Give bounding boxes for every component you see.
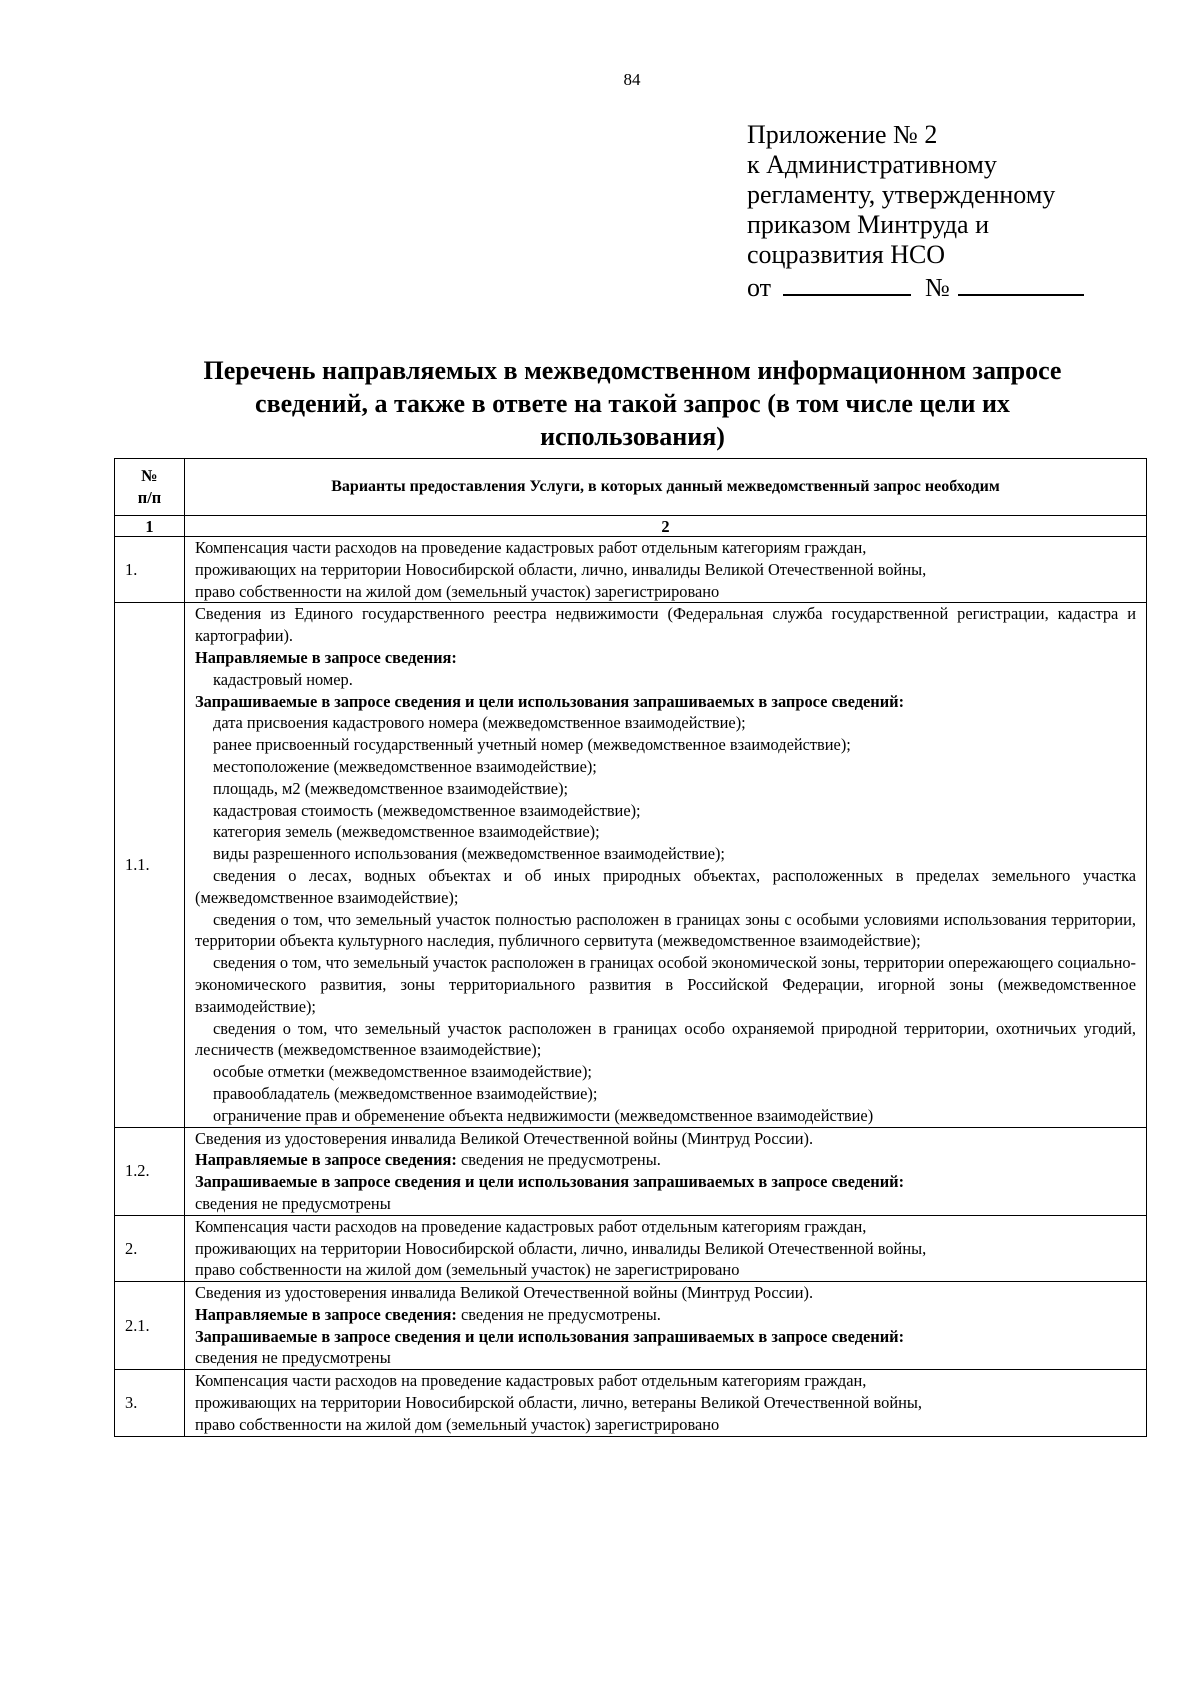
number-blank <box>958 270 1084 296</box>
requested-item: особые отметки (межведомственное взаимодействие); <box>213 1062 592 1082</box>
from-label: от <box>747 273 772 302</box>
source-text: Сведения из удостоверения инвалида Великой Отечественной войны (Минтруд России). <box>195 1283 814 1303</box>
table-row <box>115 1127 1147 1215</box>
appendix-line: Приложение № 2 <box>747 120 938 149</box>
row-content <box>185 537 1147 603</box>
requested-label: Запрашиваемые в запросе сведения и цели использования запрашиваемых в запросе сведений: <box>195 691 905 711</box>
requested-label: Запрашиваемые в запросе сведения и цели использования запрашиваемых в запросе сведений: <box>195 1172 905 1192</box>
row-number: 2.1. <box>115 1282 185 1370</box>
requested-item: сведения о том, что земельный участок полностью расположен в границах зоны с особыми условиями использования территории, территории объекта культурного наследия, публичного сервитута (межведомственное взаимодействие); <box>195 909 1136 951</box>
header-num-line: п/п <box>137 488 162 507</box>
requested-item: сведения о том, что земельный участок расположен в границах особо охраняемой природной территории, охотничьих угодий, лесничеств (межведомственное взаимодействие); <box>195 1018 1136 1060</box>
sent-value: сведения не предусмотрены. <box>460 1150 661 1170</box>
row-content <box>185 603 1147 1127</box>
row-number: 1.1. <box>115 603 185 1127</box>
table-body <box>115 537 1147 1437</box>
content-line: Компенсация части расходов на проведение кадастровых работ отдельным категориям граждан, <box>195 1371 867 1391</box>
sent-label: Направляемые в запросе сведения: <box>195 1304 457 1324</box>
sent-value: кадастровый номер. <box>213 669 353 689</box>
row-number: 3. <box>115 1370 185 1436</box>
requested-item: дата присвоения кадастрового номера (межведомственное взаимодействие); <box>213 713 746 733</box>
title-line: использования) <box>540 422 725 451</box>
document-title <box>140 354 1125 453</box>
requested-label: Запрашиваемые в запросе сведения и цели использования запрашиваемых в запросе сведений: <box>195 1326 905 1346</box>
appendix-line: регламенту, утвержденному <box>747 180 1056 209</box>
row-number: 2. <box>115 1215 185 1281</box>
requested-value: сведения не предусмотрены <box>195 1348 391 1368</box>
sent-label: Направляемые в запросе сведения: <box>195 1150 457 1170</box>
header-num-cell <box>115 459 185 516</box>
appendix-line: к Административному <box>747 150 997 179</box>
column-number: 2 <box>185 516 1147 537</box>
row-content <box>185 1282 1147 1370</box>
content-line: Компенсация части расходов на проведение кадастровых работ отдельным категориям граждан, <box>195 1216 867 1236</box>
content-line: проживающих на территории Новосибирской области, лично, ветераны Великой Отечественной войны, <box>195 1393 923 1413</box>
requested-item: правообладатель (межведомственное взаимодействие); <box>213 1083 598 1103</box>
table-row <box>115 1215 1147 1281</box>
source-text: Сведения из удостоверения инвалида Великой Отечественной войны (Минтруд России). <box>195 1128 814 1148</box>
header-text-cell: Варианты предоставления Услуги, в которых данный межведомственный запрос необходим <box>185 459 1147 516</box>
appendix-block <box>747 120 1084 303</box>
requested-item: сведения о лесах, водных объектах и об иных природных объектах, расположенных в пределах земельного участка (межведомственное взаимодействие); <box>195 865 1136 907</box>
sent-info <box>195 1304 1136 1326</box>
requested-item: кадастровая стоимость (межведомственное взаимодействие); <box>213 800 641 820</box>
title-line: Перечень направляемых в межведомственном информационном запросе <box>203 356 1062 385</box>
content-line: право собственности на жилой дом (земельный участок) зарегистрировано <box>195 581 720 601</box>
sent-info <box>195 1149 1136 1171</box>
content-line: право собственности на жилой дом (земельный участок) не зарегистрировано <box>195 1260 740 1280</box>
column-number: 1 <box>115 516 185 537</box>
requested-value: сведения не предусмотрены <box>195 1193 391 1213</box>
appendix-line: соцразвития НСО <box>747 240 946 269</box>
column-number-row <box>115 516 1147 537</box>
date-blank <box>783 270 911 296</box>
requested-item: сведения о том, что земельный участок расположен в границах особой экономической зоны, территории опережающего социально-экономического развития, зоны территориального развития в Российской Федерации, игорной зоны (межведомственное взаимодействие); <box>195 953 1136 1016</box>
table-row <box>115 603 1147 1127</box>
source-text: Сведения из Единого государственного реестра недвижимости (Федеральная служба государственной регистрации, кадастра и картографии). <box>195 604 1136 646</box>
row-content <box>185 1127 1147 1215</box>
table-header-row <box>115 459 1147 516</box>
requests-table <box>114 458 1147 1437</box>
table-row <box>115 1370 1147 1436</box>
sent-label: Направляемые в запросе сведения: <box>195 647 457 667</box>
sent-info <box>195 647 1136 669</box>
content-line: проживающих на территории Новосибирской области, лично, инвалиды Великой Отечественной войны, <box>195 559 927 579</box>
title-line: сведений, а также в ответе на такой запрос (в том числе цели их <box>255 389 1010 418</box>
table-row <box>115 537 1147 603</box>
sent-value: сведения не предусмотрены. <box>460 1304 661 1324</box>
requested-item: категория земель (межведомственное взаимодействие); <box>213 822 600 842</box>
content-line: Компенсация части расходов на проведение кадастровых работ отдельным категориям граждан, <box>195 538 867 557</box>
page-number: 84 <box>623 70 641 89</box>
requested-item: виды разрешенного использования (межведомственное взаимодействие); <box>213 844 725 864</box>
row-content <box>185 1215 1147 1281</box>
requested-item: местоположение (межведомственное взаимодействие); <box>213 756 597 776</box>
row-number: 1.2. <box>115 1127 185 1215</box>
header-num-line: № <box>141 466 158 486</box>
requested-item: ранее присвоенный государственный учетный номер (межведомственное взаимодействие); <box>213 735 851 755</box>
row-content <box>185 1370 1147 1436</box>
table-row <box>115 1282 1147 1370</box>
appendix-line: приказом Минтруда и <box>747 210 990 239</box>
content-line: проживающих на территории Новосибирской области, лично, инвалиды Великой Отечественной войны, <box>195 1238 927 1258</box>
content-line: право собственности на жилой дом (земельный участок) зарегистрировано <box>195 1414 720 1434</box>
appendix-date-number-line <box>747 270 1084 303</box>
number-label: № <box>925 273 950 302</box>
row-number: 1. <box>115 537 185 603</box>
requested-item: ограничение прав и обременение объекта недвижимости (межведомственное взаимодействие) <box>213 1105 874 1125</box>
requested-item: площадь, м2 (межведомственное взаимодействие); <box>213 778 569 798</box>
